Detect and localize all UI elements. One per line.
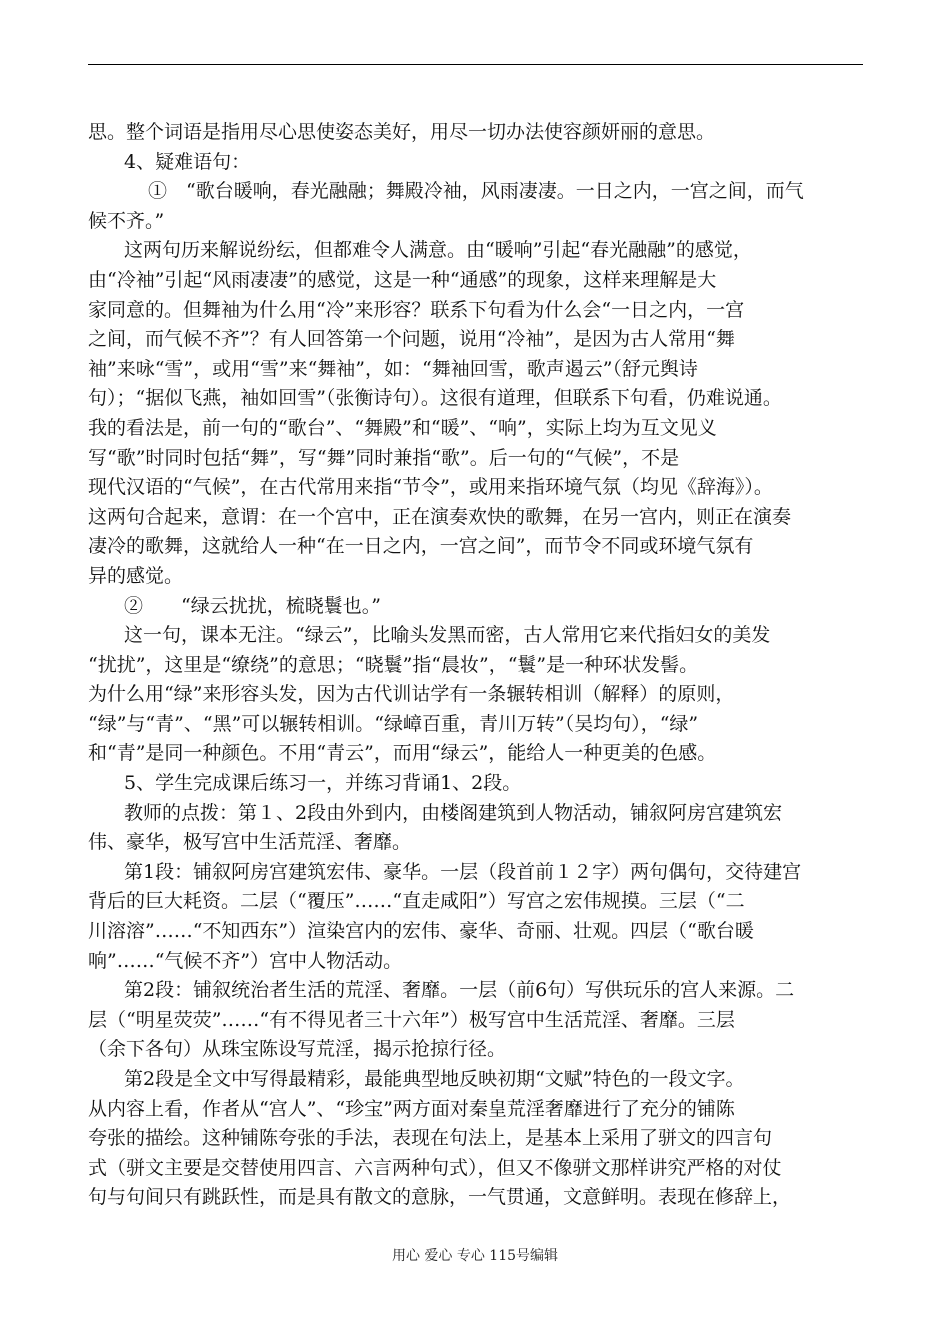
text-line: 伟、豪华，极写宫中生活荒淫、奢靡。 — [88, 831, 412, 854]
text-line: 思。整个词语是指用尽心思使姿态美好，用尽一切办法使容颜妍丽的意思。 — [88, 121, 716, 143]
page-footer: 用心 爱心 专心 115号编辑 — [391, 1248, 559, 1264]
text-line: 句与句间只有跳跃性，而是具有散文的意脉，一气贯通，文意鲜明。表现在修辞上， — [88, 1186, 792, 1209]
document-body — [88, 118, 866, 1213]
text-line: ② “绿云扰扰，梳晓鬟也。” — [124, 594, 381, 617]
text-line: 现代汉语的“气候”，在古代常用来指“节令”，或用来指环境气氛（均见《辞海》）。 — [88, 476, 773, 499]
text-line: 第2段是全文中写得最精彩，最能典型地反映初期“文赋”特色的一段文字。 — [124, 1068, 745, 1090]
text-line: 之间，而气候不齐”？有人回答第一个问题，说用“冷袖”，是因为古人常用“舞 — [88, 328, 735, 351]
text-line: 家同意的。但舞袖为什么用“冷”来形容？联系下句看为什么会“一日之内，一宫 — [88, 298, 745, 321]
text-line: 教师的点拨：第１、2段由外到内，由楼阁建筑到人物活动，铺叙阿房宫建筑宏 — [124, 801, 783, 824]
text-line: ① “歌台暖响，春光融融；舞殿冷袖，风雨凄凄。一日之内，一宫之间，而气 — [148, 180, 804, 203]
text-line: 袖”来咏“雪”，或用“雪”来“舞袖”，如：“舞袖回雪，歌声遏云”（舒元舆诗 — [88, 357, 698, 380]
text-line: 句）；“据似飞燕，袖如回雪”（张衡诗句）。这很有道理，但联系下句看，仍难说通。 — [88, 387, 782, 410]
text-line: 式（骈文主要是交替使用四言、六言两种句式），但又不像骈文那样讲究严格的对仗 — [88, 1156, 782, 1179]
text-line: 从内容上看，作者从“宫人”、“珍宝”两方面对秦皇荒淫奢靡进行了充分的铺陈 — [88, 1097, 735, 1120]
text-line: 川溶溶”……“不知西东”）渲染宫内的宏伟、豪华、奇丽、壮观。四层（“歌台暖 — [88, 920, 754, 943]
text-line: 候不齐。” — [88, 209, 165, 232]
text-line: 为什么用“绿”来形容头发，因为古代训诂学有一条辗转相训（解释）的原则， — [88, 683, 735, 706]
text-line: 响”……“气候不齐”）宫中人物活动。 — [88, 949, 403, 972]
text-line: 背后的巨大耗资。二层（“覆压”……“直走咸阳”）写宫之宏伟规摸。三层（“二 — [88, 890, 745, 913]
text-line: 第1段：铺叙阿房宫建筑宏伟、豪华。一层（段首前１２字）两句偶句，交待建宫 — [124, 860, 802, 883]
text-line: 异的感觉。 — [88, 564, 184, 587]
text-line: 4、疑难语句： — [124, 150, 251, 173]
text-line: 凄冷的歌舞，这就给人一种“在一日之内，一宫之间”，而节令不同或环境气氛有 — [88, 535, 754, 558]
text-line: 写“歌”时同时包括“舞”，写“舞”同时兼指“歌”。后一句的“气候”，不是 — [88, 446, 680, 469]
text-line: 夸张的描绘。这种铺陈夸张的手法，表现在句法上，是基本上采用了骈文的四言句 — [88, 1127, 773, 1150]
text-line: 5、学生完成课后练习一，并练习背诵1、2段。 — [124, 772, 522, 795]
text-line: “绿”与“青”、“黑”可以辗转相训。“绿嶂百重，青川万转”（吴均句），“绿” — [88, 712, 699, 735]
header-rule — [88, 64, 863, 65]
text-line: “扰扰”，这里是“缭绕”的意思；“晓鬟”指“晨妆”，“鬟”是一种环状发髻。 — [88, 653, 699, 676]
text-line: 由“冷袖”引起“风雨凄凄”的感觉，这是一种“通感”的现象，这样来理解是大 — [88, 268, 717, 291]
text-line: 这两句历来解说纷纭，但都难令人满意。由“暖响”引起“春光融融”的感觉， — [124, 239, 752, 262]
text-line: 我的看法是，前一句的“歌台”、“舞殿”和“暖”、“响”，实际上均为互文见义 — [88, 416, 717, 439]
text-line: 这两句合起来，意谓：在一个宫中，正在演奏欢快的歌舞，在另一宫内，则正在演奏 — [88, 505, 792, 528]
text-line: 第2段：铺叙统治者生活的荒淫、奢靡。一层（前6句）写供玩乐的宫人来源。二 — [124, 979, 795, 1002]
text-line: 层（“明星荧荧”……“有不得见者三十六年”）极写宫中生活荒淫、奢靡。三层 — [88, 1008, 735, 1031]
text-line: （余下各句）从珠宝陈设写荒淫，揭示抢掠行径。 — [88, 1038, 507, 1061]
text-line: 这一句，课本无注。“绿云”，比喻头发黑而密，古人常用它来代指妇女的美发 — [124, 624, 771, 647]
text-line: 和“青”是同一种颜色。不用“青云”，而用“绿云”，能给人一种更美的色感。 — [88, 742, 717, 765]
